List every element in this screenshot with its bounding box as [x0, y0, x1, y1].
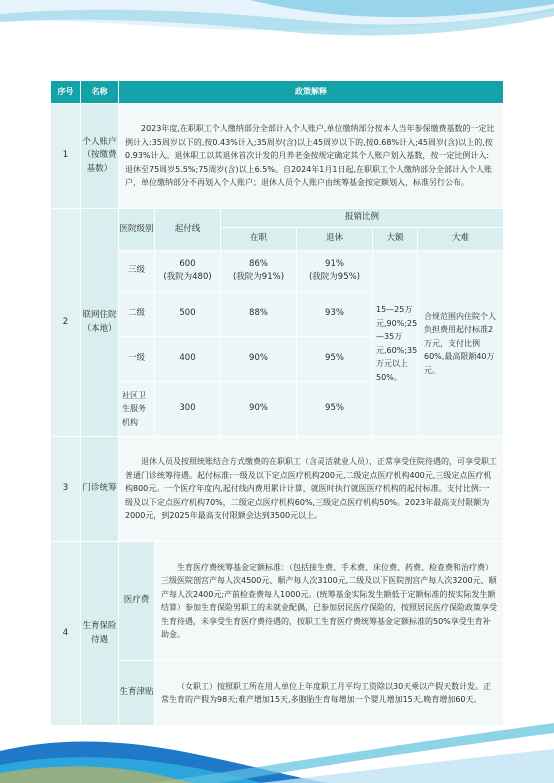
row-content-medical [155, 542, 504, 661]
header-name: 名称 [81, 81, 119, 104]
level-retired: 91% (我院为95%) [297, 251, 373, 292]
level-name: 二级 [119, 292, 155, 337]
level-threshold: 400 [155, 337, 221, 382]
row-name: 联网住院（本地） [81, 209, 119, 437]
row-text: （女职工）按照职工所在用人单位上年度职工月平均工资除以30天乘以产假天数计发。正常生育的产假为98天;难产增加15天,多胞胎生育每增加一个婴儿增加15天,晚育增加60天。 [161, 681, 492, 704]
level-threshold: 300 [155, 382, 221, 437]
table-row-personal-account [51, 104, 504, 209]
row-name: 生育保险待遇 [81, 542, 119, 726]
row-text: 生育医疗费统筹基金定额标准：（包括接生费、手术费、床位费、药费、检查费和治疗费）三级医院剖宫产每人次4500元、顺产每人次3100元,二级及以下医院剖宫产每人次3200元、顺产每人次2400元;产前检查费每人1000元。(统筹基金实际发生额低于定额标准的按实际发生额结算）参加生育保险男职工的未就业配偶，已参加居民医疗保险的，按照居民医疗保险政策享受生育待遇，未享受生育医疗费待遇的，按职工生育医疗费统筹基金定额标准的50%享受生育补助金。 [161, 562, 497, 639]
large-amount-text: 15—25万元,90%;25—35万元,60%;35万元以上50%。 [373, 251, 418, 437]
row-number: 2 [51, 209, 81, 437]
sub-medical-fee: 医疗费 [119, 542, 155, 661]
table-header-row [51, 81, 504, 104]
col-retired: 退休 [297, 228, 373, 251]
col-inservice: 在职 [221, 228, 297, 251]
level-threshold: 600 (我院为480) [155, 251, 221, 292]
table-row-inpatient [51, 209, 504, 228]
bottom-wave-decoration [0, 713, 554, 783]
row-content [119, 437, 504, 542]
row-text: 退休人员及按照统账结合方式缴费的在职职工（含灵活就业人员），正常享受住院待遇的，可享受职工普通门诊统筹待遇。起付标准:一级及以下定点医疗机构200元,二级定点医疗机构400元,三级定点医疗机构800元。一个医疗年度内,起付线内费用累计计算，就医时执行就医医疗机构的起付标准。支付比例:一级及以下定点医疗机构70%，二级定点医疗机构60%,三级定点医疗机构50%。2023年最高支付限额为2000元，到2025年最高支付限额会达到3500元以上。 [125, 457, 497, 521]
row-number: 3 [51, 437, 81, 542]
level-inservice: 90% [221, 382, 297, 437]
table-row-maternity [51, 542, 504, 661]
header-seq: 序号 [51, 81, 81, 104]
row-content [119, 104, 504, 209]
col-large: 大额 [373, 228, 418, 251]
level-name: 社区卫生服务机构 [119, 382, 155, 437]
col-hospital-level: 医院级别 [119, 209, 155, 251]
col-severe: 大难 [418, 228, 504, 251]
row-number: 4 [51, 542, 81, 726]
row-name: 门诊统筹 [81, 437, 119, 542]
sub-maternity-allowance: 生育津贴 [119, 661, 155, 726]
level-retired: 95% [297, 337, 373, 382]
level-row-3 [51, 251, 504, 292]
level-inservice: 86% (我院为91%) [221, 251, 297, 292]
header-content: 政策解释 [119, 81, 504, 104]
level-threshold: 500 [155, 292, 221, 337]
table-row-outpatient [51, 437, 504, 542]
level-retired: 95% [297, 382, 373, 437]
level-name: 三级 [119, 251, 155, 292]
policy-table [50, 80, 504, 726]
row-number: 1 [51, 104, 81, 209]
level-name: 一级 [119, 337, 155, 382]
level-inservice: 88% [221, 292, 297, 337]
top-wave-decoration [0, 0, 554, 60]
row-text: 2023年度,在职职工个人缴纳部分全部计入个人账户,单位缴纳部分按本人当年参保缴费基数的一定比例计入:35周岁以下的,按0.43%计入;35周岁(含)以上45周岁以下的,按0.68%计入;45周岁(含)以上的,按0.93%计入。退休职工以其退休首次计发的月养老金按规定确定其个人账户划入基数，按一定比例计入:退休至75周岁5.5%;75周岁(含)以上6.5%。自2024年1月1日起,在职职工个人缴纳部分全部计入个人账户，单位缴纳部分不再划入个人账户；退休人员个人账户由统筹基金按定额划入，标准另行公布。 [125, 124, 495, 188]
col-ratio: 报销比例 [221, 209, 504, 228]
level-retired: 93% [297, 292, 373, 337]
severe-text: 合规范围内住院个人负担费用起付标准2万元，支付比例60%,最高限额40万元。 [418, 251, 504, 437]
col-threshold: 起付线 [155, 209, 221, 251]
row-name: 个人账户（按缴费基数） [81, 104, 119, 209]
level-inservice: 90% [221, 337, 297, 382]
